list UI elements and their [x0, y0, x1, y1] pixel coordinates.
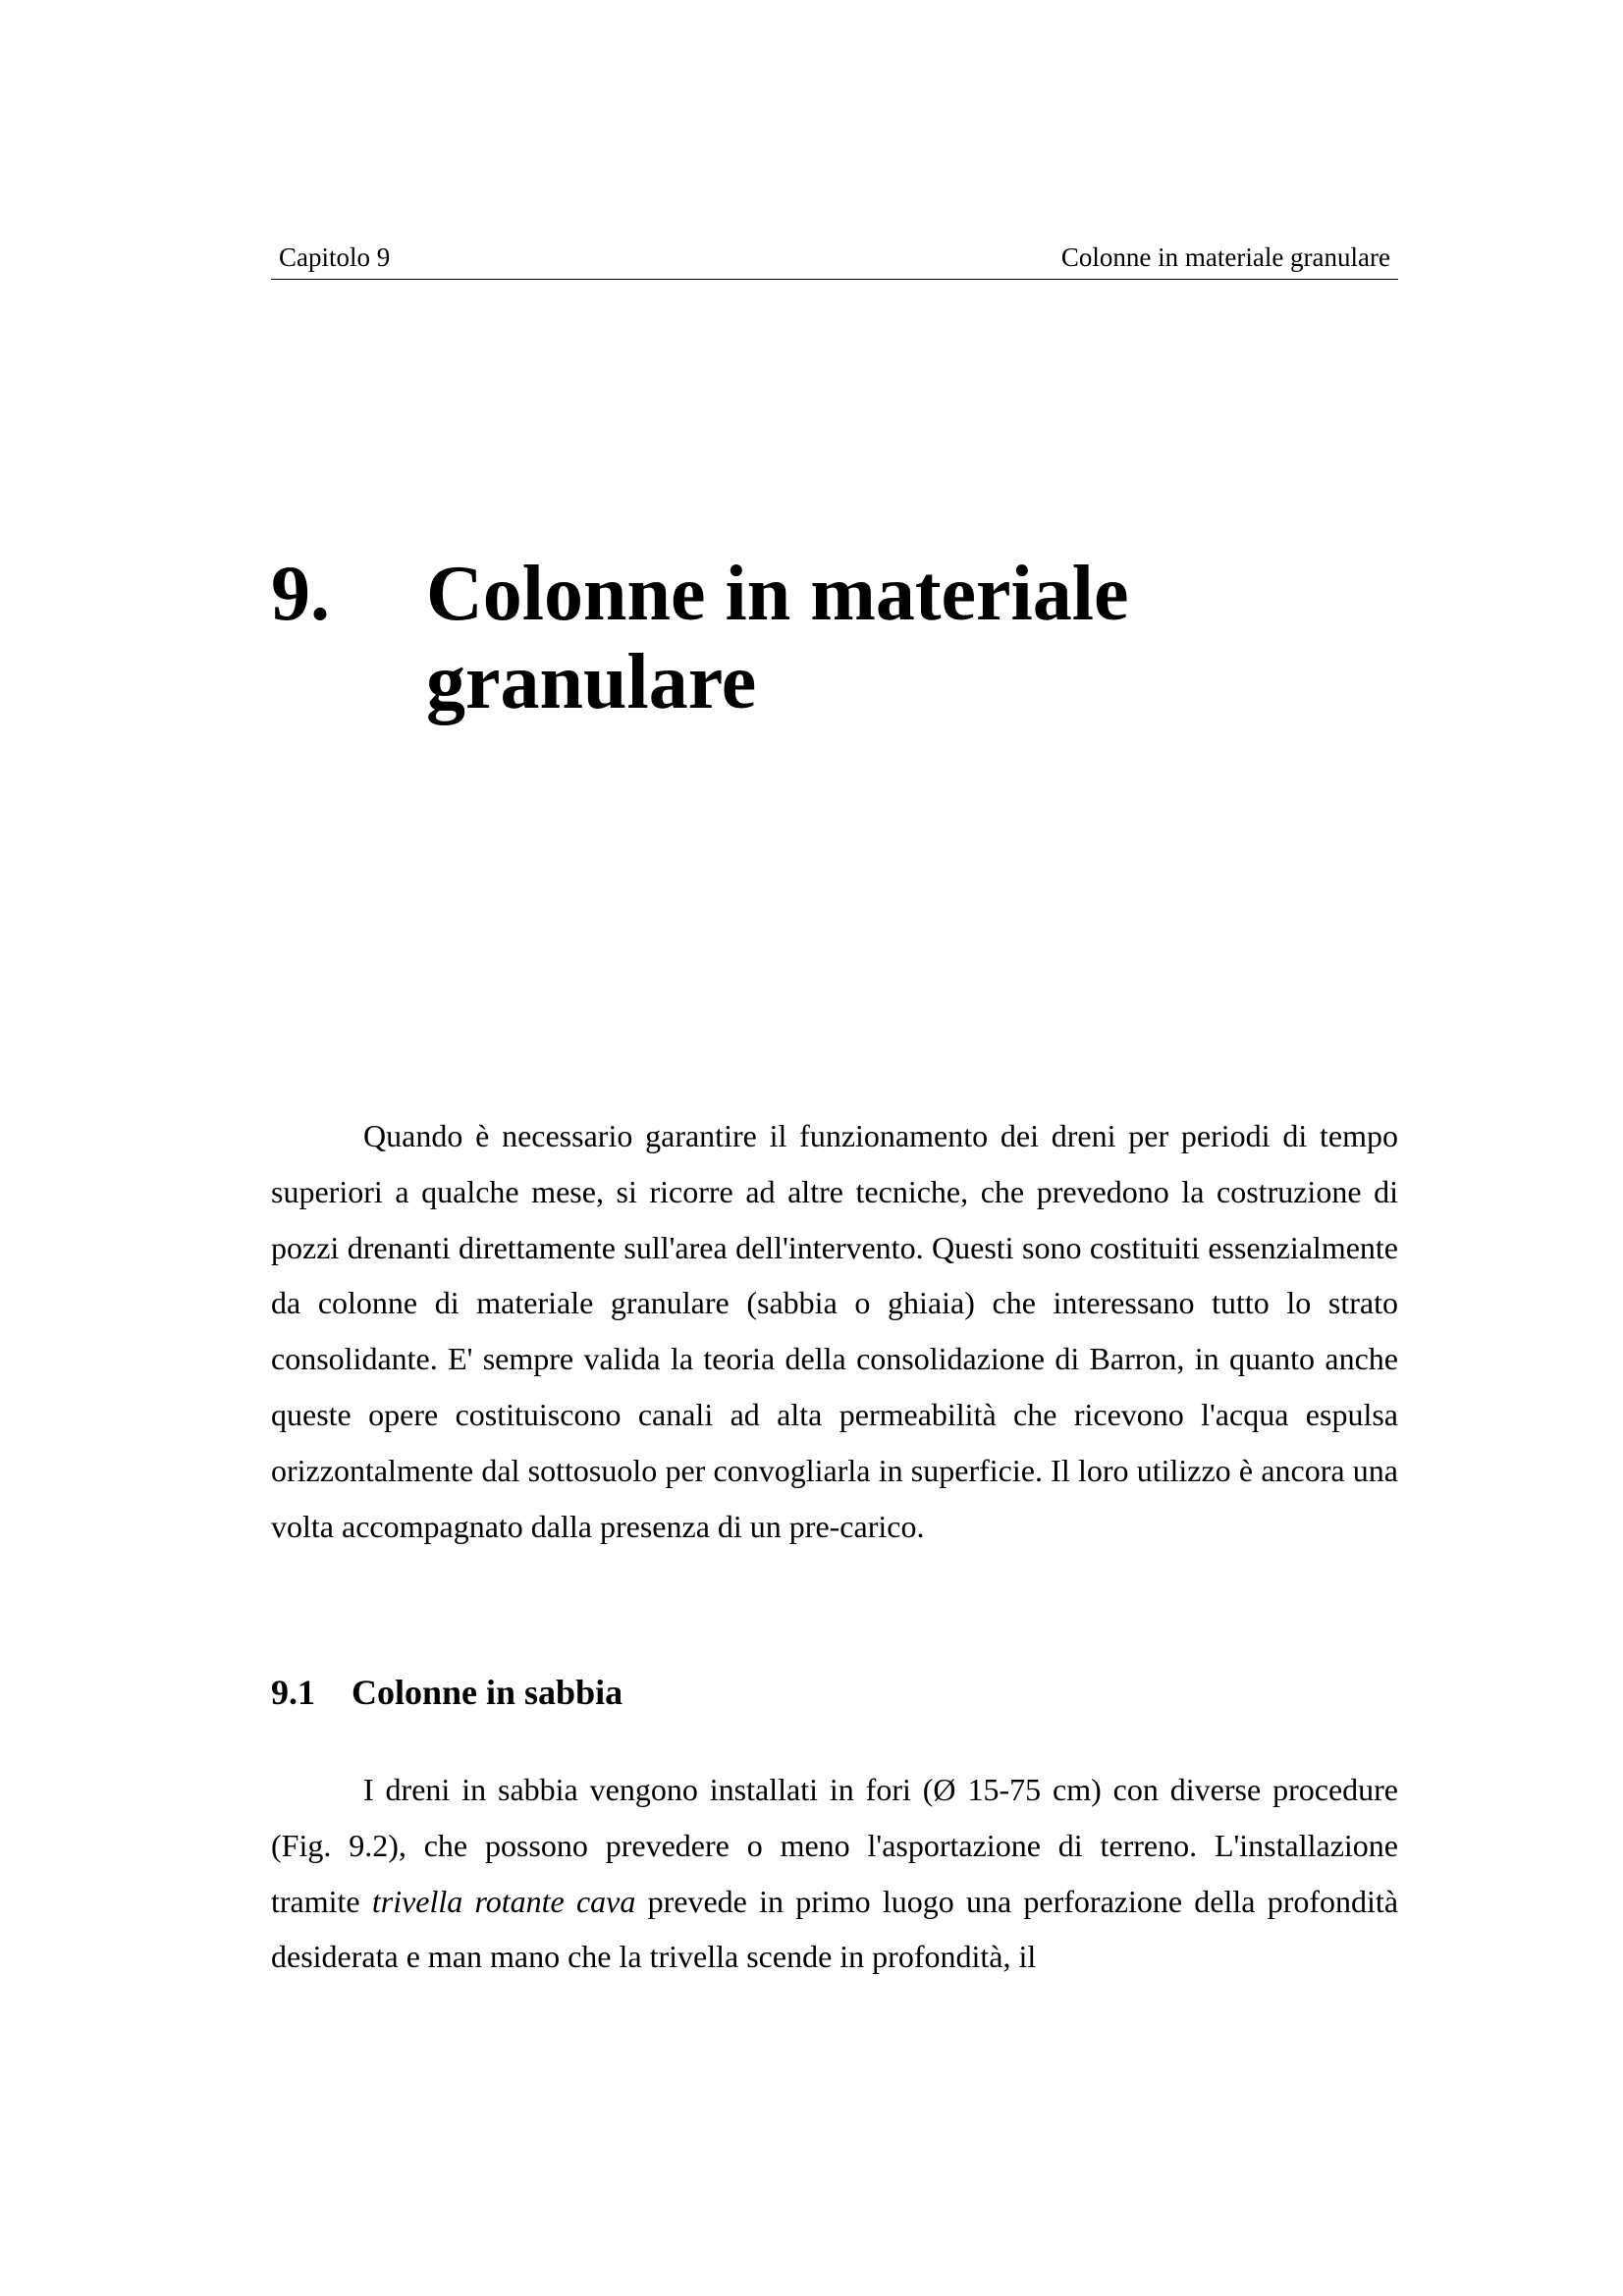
header-chapter-title: Colonne in materiale granulare — [1060, 242, 1390, 272]
intro-paragraph: Quando è necessario garantire il funzionamento dei dreni per periodi di tempo superiori a qualche mese, si ricorre ad altre tecniche, che prevedono la costruzione di pozzi drenanti direttamente sull'area dell'intervento. Questi sono costituiti essenzialmente da colonne di materiale granulare (sabbia o ghiaia) che interessano tutto lo strato consolidante. E' sempre valida la teoria della consolidazione di Barron, in quanto anche queste opere costituiscono canali ad alta permeabilità che ricevono l'acqua espulsa orizzontalmente dal sottosuolo per convogliarla in superficie. Il loro utilizzo è ancora una volta accompagnato dalla presenza di un pre-carico. — [271, 1118, 1398, 1544]
running-header — [271, 240, 1398, 280]
section-number: 9.1 — [271, 1673, 315, 1712]
section-paragraph-text-2: prevede in primo luogo una perforazione della profondità desiderata e man mano che la trivella scende in profondità, il — [271, 1883, 1399, 1975]
header-chapter-label: Capitolo 9 — [279, 242, 391, 272]
section-paragraph-text-1: I dreni in sabbia vengono installati in fori (Ø 15-75 cm) con diverse procedure (Fig. 9.2), che possono prevedere o meno l'asportazione di terreno. L'installazione tramite — [271, 1772, 1398, 1919]
chapter-title-text: Colonne in materiale granulare — [426, 551, 1129, 725]
chapter-number: 9. — [271, 551, 330, 637]
section-paragraph-emphasis: trivella rotante cava — [371, 1883, 636, 1919]
section-paragraph — [271, 1762, 1398, 1985]
section-title: Colonne in sabbia — [352, 1673, 623, 1712]
